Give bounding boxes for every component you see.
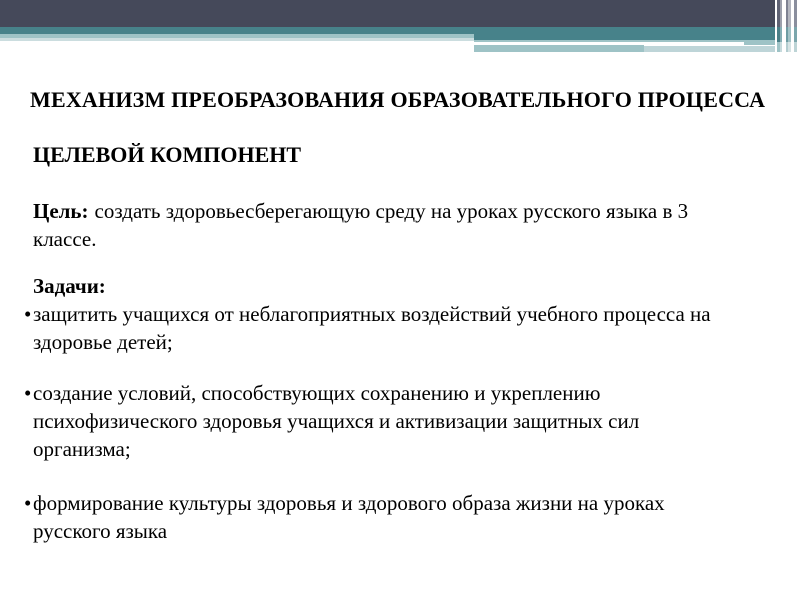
goal-text-line-2: классе. — [33, 227, 97, 251]
task-2-line-1 — [24, 379, 639, 407]
task-bullet-item-2 — [24, 379, 640, 463]
task-2-line-3: организма; — [33, 437, 131, 461]
task-3-text-line-1: формирование культуры здоровья и здорового образа жизни на уроках — [33, 491, 665, 515]
task-1-line-2: здоровье детей; — [33, 330, 173, 354]
task-bullet-item-3 — [24, 489, 665, 545]
bullet-marker: • — [24, 491, 32, 515]
goal-label: Цель: — [33, 199, 89, 223]
goal-line-1 — [33, 197, 688, 225]
goal-paragraph — [33, 197, 688, 253]
task-1-line-1 — [24, 300, 711, 328]
tasks-heading: Задачи: — [33, 274, 106, 298]
slide-title: МЕХАНИЗМ ПРЕОБРАЗОВАНИЯ ОБРАЗОВАТЕЛЬНОГО ПРОЦЕССА — [30, 87, 766, 112]
header-pale-band-right — [644, 46, 775, 52]
header-bar-dark — [0, 0, 775, 27]
corner-stripe-2 — [780, 0, 782, 52]
header-light-band-right — [474, 45, 644, 52]
header-teal-bar-right — [474, 27, 775, 40]
task-bullet-item-1 — [24, 300, 711, 356]
bullet-marker: • — [24, 381, 32, 405]
corner-stripe-4 — [788, 0, 791, 52]
header-teal-bar-left — [0, 27, 474, 34]
goal-text-line-1: создать здоровьесберегающую среду на уроках русского языка в 3 — [94, 199, 689, 223]
task-3-line-1 — [24, 489, 665, 517]
task-3-line-2: русского языка — [33, 519, 168, 543]
section-heading: ЦЕЛЕВОЙ КОМПОНЕНТ — [33, 142, 302, 167]
task-1-text-line-1: защитить учащихся от неблагоприятных воздействий учебного процесса на — [33, 302, 711, 326]
task-2-text-line-1: создание условий, способствующих сохранению и укреплению — [33, 381, 601, 405]
task-2-line-2: психофизического здоровья учащихся и активизации защитных сил — [33, 409, 640, 433]
corner-stripe-5 — [794, 0, 797, 52]
header-gap-fill — [744, 42, 775, 45]
header-pale-band-left — [0, 38, 474, 41]
bullet-marker: • — [24, 302, 32, 326]
